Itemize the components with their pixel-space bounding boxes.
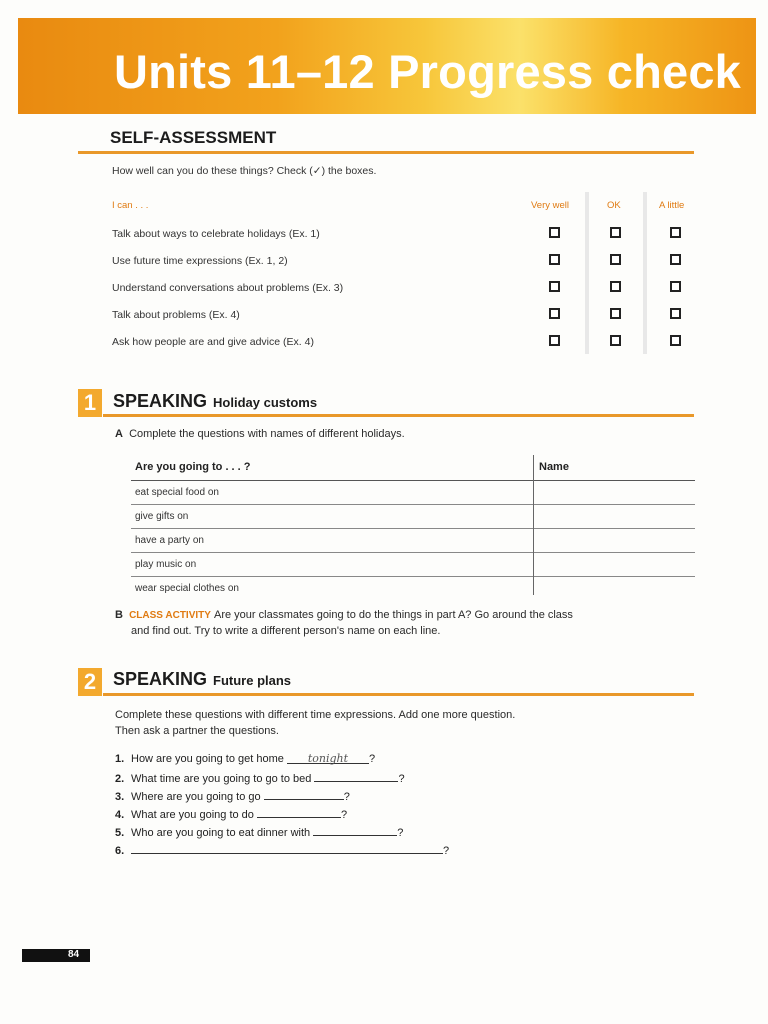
question-end: ? [340, 809, 348, 821]
question-end: ? [343, 791, 350, 803]
section-title-main: SPEAKING [113, 669, 208, 689]
part-b-instruction [115, 609, 573, 621]
section-subtitle: Holiday customs [213, 395, 318, 410]
question-item [115, 770, 405, 785]
question-item [115, 752, 375, 765]
question-text: What are you going to do [131, 809, 254, 821]
ican-label: I can . . . [112, 200, 149, 211]
question-text: What time are you going to go to bed [131, 773, 312, 785]
section-subtitle: Future plans [213, 673, 292, 688]
holiday-table [131, 456, 695, 600]
ok-header: OK [607, 200, 621, 211]
part-b-text-line2: and find out. Try to write a different person's name on each line. [131, 625, 441, 637]
ok-checkbox[interactable] [610, 335, 621, 346]
part-a-letter: A [115, 428, 123, 440]
question-text: Where are you going to go [131, 791, 261, 803]
question-number: 6. [115, 845, 125, 857]
self-assessment-instruction: How well can you do these things? Check (✓) the boxes. [112, 165, 377, 177]
section-title [113, 391, 317, 412]
table-cell: eat special food on [135, 487, 219, 498]
section-rule [103, 414, 694, 417]
very-well-checkbox[interactable] [549, 227, 560, 238]
section-rule [103, 693, 694, 696]
a-little-checkbox[interactable] [670, 227, 681, 238]
ok-checkbox[interactable] [610, 227, 621, 238]
a-little-header: A little [659, 200, 685, 211]
self-assessment-heading: SELF-ASSESSMENT [110, 128, 277, 147]
section-number-badge: 1 [78, 389, 102, 417]
very-well-checkbox[interactable] [549, 281, 560, 292]
question-item [115, 842, 449, 857]
question-item [115, 824, 403, 839]
table-row[interactable] [131, 505, 695, 529]
question-text: Who are you going to eat dinner with [131, 827, 311, 839]
question-item [115, 806, 347, 821]
assessment-item: Ask how people are and give advice (Ex. 4) [112, 336, 314, 348]
table-cell: give gifts on [135, 511, 189, 522]
table-cell: have a party on [135, 535, 204, 546]
table-row[interactable] [131, 481, 695, 505]
part-a-text: Complete the questions with names of different holidays. [129, 428, 405, 440]
question-text: How are you going to get home [131, 753, 284, 765]
question-end: ? [398, 773, 405, 785]
part-b-text-line1: Are your classmates going to do the things in part A? Go around the class [214, 609, 573, 621]
self-assessment-rule [78, 151, 694, 154]
table-cell: play music on [135, 559, 197, 570]
answer-blank[interactable] [313, 824, 397, 836]
answer-blank[interactable] [314, 770, 398, 782]
column-divider [585, 192, 589, 354]
table-row[interactable] [131, 529, 695, 553]
question-end: ? [397, 827, 404, 839]
question-number: 2. [115, 773, 125, 785]
column-divider [643, 192, 647, 354]
ok-checkbox[interactable] [610, 281, 621, 292]
ok-checkbox[interactable] [610, 254, 621, 265]
question-end: ? [368, 753, 376, 765]
very-well-checkbox[interactable] [549, 254, 560, 265]
question-number: 4. [115, 809, 125, 821]
answer-blank[interactable] [264, 788, 344, 800]
a-little-checkbox[interactable] [670, 335, 681, 346]
table-header-row [131, 456, 695, 481]
section2-instruction-line1: Complete these questions with different time expressions. Add one more question. [115, 709, 516, 721]
a-little-checkbox[interactable] [670, 254, 681, 265]
assessment-item: Understand conversations about problems (Ex. 3) [112, 282, 344, 294]
answer-blank[interactable] [257, 806, 341, 818]
very-well-checkbox[interactable] [549, 335, 560, 346]
very-well-header: Very well [531, 200, 570, 211]
question-item [115, 788, 350, 803]
question-end: ? [443, 845, 450, 857]
table-column-divider [533, 455, 534, 595]
question-number: 5. [115, 827, 125, 839]
table-header: Are you going to . . . ? [135, 461, 251, 473]
page-number: 84 [68, 949, 80, 960]
answer-blank[interactable] [131, 842, 443, 854]
section-title [113, 669, 291, 690]
part-a-instruction [115, 428, 405, 440]
question-number: 3. [115, 791, 125, 803]
question-number: 1. [115, 753, 125, 765]
section-number-badge: 2 [78, 668, 102, 696]
answer-blank[interactable]: tonight [287, 752, 369, 764]
table-cell: wear special clothes on [135, 583, 239, 594]
page-title: Units 11–12 Progress check [114, 45, 742, 98]
title-banner [18, 18, 756, 114]
a-little-checkbox[interactable] [670, 281, 681, 292]
section2-instruction-line2: Then ask a partner the questions. [115, 725, 279, 737]
ok-checkbox[interactable] [610, 308, 621, 319]
section-title-main: SPEAKING [113, 391, 208, 411]
very-well-checkbox[interactable] [549, 308, 560, 319]
table-row[interactable] [131, 553, 695, 577]
a-little-checkbox[interactable] [670, 308, 681, 319]
table-row[interactable] [131, 577, 695, 600]
class-activity-label: CLASS ACTIVITY [129, 610, 211, 621]
part-b-letter: B [115, 609, 123, 621]
assessment-item: Talk about problems (Ex. 4) [112, 309, 240, 321]
assessment-item: Talk about ways to celebrate holidays (Ex. 1) [112, 228, 320, 240]
page-number-tab [22, 949, 90, 962]
assessment-item: Use future time expressions (Ex. 1, 2) [112, 255, 288, 267]
table-header: Name [539, 461, 569, 473]
